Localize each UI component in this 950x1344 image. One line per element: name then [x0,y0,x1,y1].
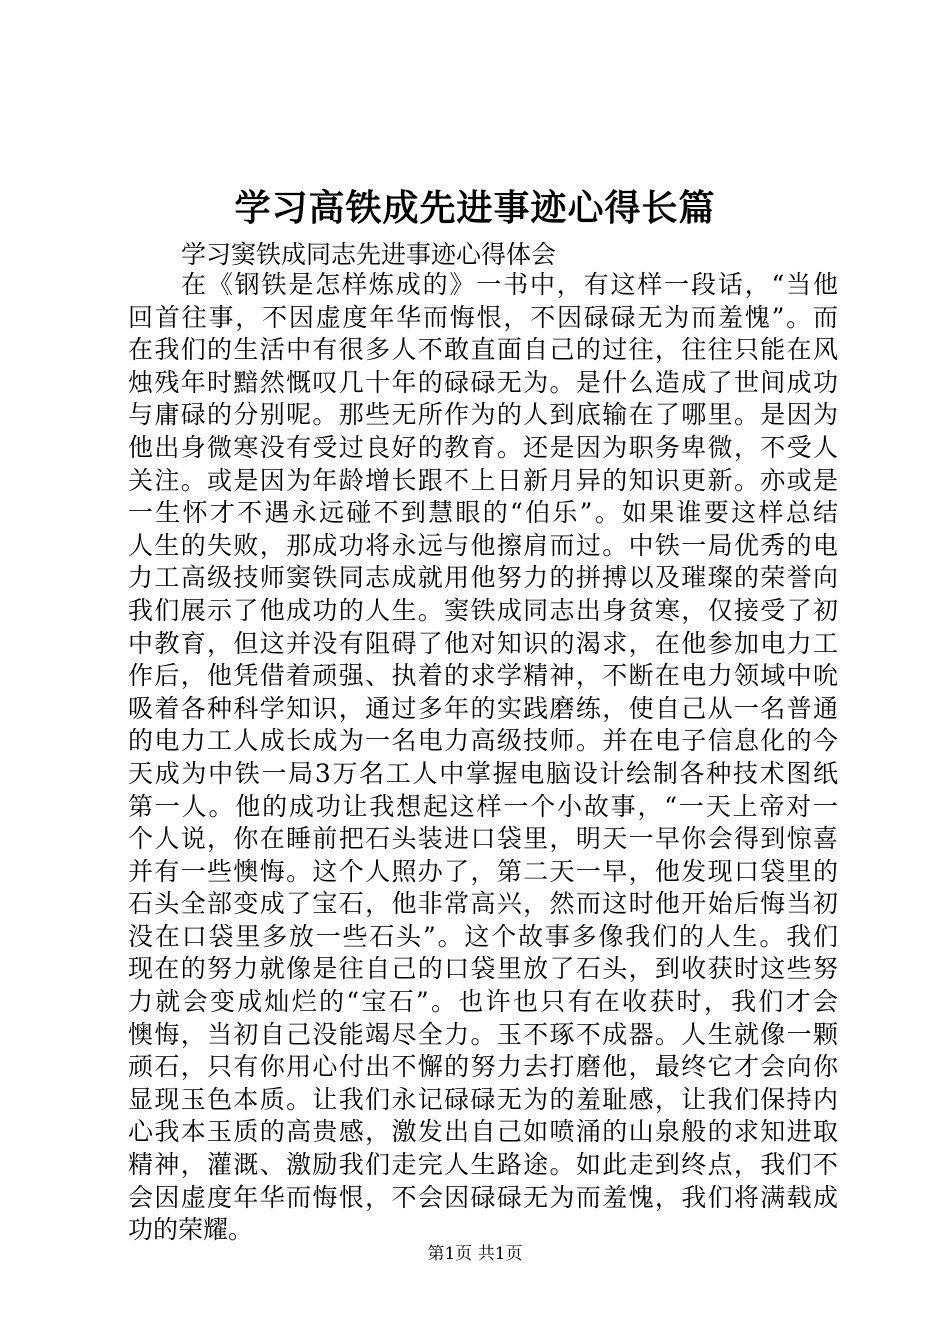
body-line: 没在口袋里多放一些石头”。这个故事多像我们的人生。我们 [128,921,838,951]
body-line: 中教育，但这并没有阻碍了他对知识的渴求，在他参加电力工 [128,628,838,658]
body-line: 我们展示了他成功的人生。窦铁成同志出身贫寒，仅接受了初 [128,595,838,625]
body-line: 回首往事，不因虚度年华而悔恨，不因碌碌无为而羞愧”。而 [128,302,838,332]
body-line: 人生的失败，那成功将永远与他擦肩而过。中铁一局优秀的电 [128,530,838,560]
body-line: 力就会变成灿烂的“宝石”。也许也只有在收获时，我们才会 [128,987,838,1017]
body-line: 功的荣耀。 [128,1215,254,1245]
body-line: 关注。或是因为年龄增长跟不上日新月异的知识更新。亦或是 [128,465,838,495]
body-line: 的电力工人成长成为一名电力高级技师。并在电子信息化的今 [128,726,838,756]
body-line: 在《钢铁是怎样炼成的》一书中，有这样一段话，“当他 [181,270,838,299]
body-line: 显现玉色本质。让我们永记碌碌无为的羞耻感，让我们保持内 [128,1084,838,1114]
body-line: 吸着各种科学知识，通过多年的实践磨练，使自己从一名普通 [128,693,838,723]
body-line: 现在的努力就像是往自己的口袋里放了石头，到收获时这些努 [128,954,838,984]
document-subtitle: 学习窦铁成同志先进事迹心得体会 [181,240,557,269]
body-line: 并有一些懊悔。这个人照办了，第二天一早，他发现口袋里的 [128,856,838,886]
body-line: 一生怀才不遇永远碰不到慧眼的“伯乐”。如果谁要这样总结 [128,498,838,528]
document-body [128,269,838,1247]
document-title: 学习高铁成先进事迹心得长篇 [234,187,716,229]
body-line: 精神，灌溉、激励我们走完人生路途。如此走到终点，我们不 [128,1150,838,1180]
body-line: 在我们的生活中有很多人不敢直面自己的过往，往往只能在风 [128,335,838,365]
body-line: 烛残年时黯然慨叹几十年的碌碌无为。是什么造成了世间成功 [128,367,838,397]
body-line: 个人说，你在睡前把石头装进口袋里，明天一早你会得到惊喜 [128,824,838,854]
body-line: 心我本玉质的高贵感，激发出自己如喷涌的山泉般的求知进取 [128,1117,838,1147]
body-line: 他出身微寒没有受过良好的教育。还是因为职务卑微，不受人 [128,432,838,462]
body-line: 天成为中铁一局3万名工人中掌握电脑设计绘制各种技术图纸 [128,758,838,788]
body-line: 与庸碌的分别呢。那些无所作为的人到底输在了哪里。是因为 [128,400,838,430]
body-line: 石头全部变成了宝石，他非常高兴，然而这时他开始后悔当初 [128,889,838,919]
body-line: 力工高级技师窦铁同志成就用他努力的拼搏以及璀璨的荣誉向 [128,563,838,593]
body-line: 顽石，只有你用心付出不懈的努力去打磨他，最终它才会向你 [128,1052,838,1082]
body-line: 懊悔，当初自己没能竭尽全力。玉不琢不成器。人生就像一颗 [128,1019,838,1049]
body-line: 第一人。他的成功让我想起这样一个小故事，“一天上帝对一 [128,791,838,821]
body-line: 会因虚度年华而悔恨，不会因碌碌无为而羞愧，我们将满载成 [128,1182,838,1212]
page-footer: 第1页 共1页 [427,1244,523,1264]
body-line: 作后，他凭借着顽强、执着的求学精神，不断在电力领域中吮 [128,661,838,691]
